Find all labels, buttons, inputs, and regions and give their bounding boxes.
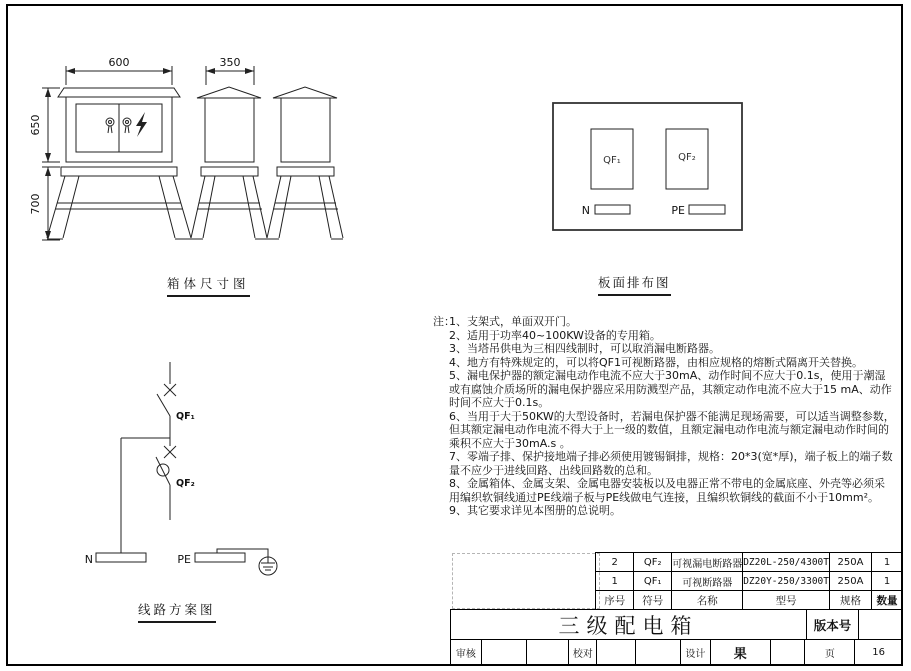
panel-breaker2-label: QF₂ <box>678 152 696 163</box>
title-band <box>450 609 903 640</box>
part-index: 2 <box>596 553 634 572</box>
title-block <box>450 552 903 666</box>
table-row <box>596 553 903 572</box>
notes-section <box>433 315 897 518</box>
parts-list-table <box>595 552 903 610</box>
part-index: 1 <box>596 572 634 591</box>
breaker1-symbol <box>157 384 176 416</box>
note-item: 2、适用于功率40~100KW设备的专用箱。 <box>449 328 661 342</box>
circuit-breaker1-label: QF₁ <box>176 411 195 422</box>
col-header-model: 型号 <box>743 591 830 610</box>
breaker2-symbol <box>156 446 176 485</box>
part-qty: 1 <box>872 572 903 591</box>
panel-breaker1-label: QF₁ <box>603 155 621 166</box>
note-item: 3、当塔吊供电为三相四线制时，可以取消漏电断路器。 <box>449 342 720 355</box>
earth-ground-icon <box>259 557 277 575</box>
note-item: 5、漏电保护器的额定漏电动作电流不应大于30mA、动作时间不应大于0.1s，使用于潮湿或有腐蚀介质场所的漏电保护器应采用防溅型产品，其额定动作电流不应大于15 mA、动作时间不应大于0.1s。 <box>449 369 892 409</box>
page-value: 16 <box>854 640 902 665</box>
cabinet-front-view <box>47 88 191 239</box>
note-item: 9、其它要求详见本图册的总说明。 <box>449 504 621 517</box>
table-row <box>596 572 903 591</box>
cabinet-drawing-caption: 箱体尺寸图 <box>167 274 250 297</box>
signature-row <box>450 639 903 666</box>
empty-dashed-area <box>452 553 600 609</box>
note-item: 8、金属箱体、金属支架、金属电器安装板以及电器正常不带电的金属底座、外壳等必须采用编织软铜线通过PE线端子板与PE线做电气连接，且编织软铜线的截面不小于10mm²。 <box>449 477 885 504</box>
part-model: DZ20Y-250/3300T <box>743 572 830 591</box>
proof-label: 校对 <box>568 640 596 665</box>
note-item: 6、当用于大于50KW的大型设备时，若漏电保护器不能满足现场需要，可以适当调整参数，但其额定漏电动作电流不得大于上一级的数值，且额定漏电动作电流与额定漏电动作时间的乘积不应大于30mA.s 。 <box>449 409 895 450</box>
dimension-700 <box>29 167 60 240</box>
svg-text:350: 350 <box>219 56 241 69</box>
part-name: 可视断路器 <box>672 572 743 591</box>
proof-value <box>596 640 635 665</box>
circuit-breaker2-label: QF₂ <box>176 478 195 489</box>
version-label: 版本号 <box>806 610 858 639</box>
circuit-pe-label: PE <box>177 553 191 566</box>
page-label: 页 <box>804 640 854 665</box>
col-header-symbol: 符号 <box>634 591 672 610</box>
col-header-spec: 规格 <box>830 591 872 610</box>
drawing-title: 三级配电箱 <box>558 613 699 638</box>
notes-label: 注： <box>433 315 455 328</box>
panel-drawing-caption: 板面排布图 <box>598 273 671 296</box>
svg-text:650: 650 <box>29 114 42 136</box>
review-value <box>481 640 526 665</box>
design-date <box>770 640 805 665</box>
dimension-350 <box>206 56 254 85</box>
circuit-diagram <box>85 362 277 575</box>
svg-text:700: 700 <box>29 193 42 215</box>
dimension-600 <box>66 56 172 85</box>
lightning-bolt-icon <box>136 112 147 137</box>
panel-pe-label: PE <box>671 204 685 217</box>
cabinet-rear-view <box>267 87 343 239</box>
note-item: 1、支架式，单面双开门。 <box>449 315 577 328</box>
design-value: 果 <box>710 640 770 665</box>
cabinet-side-view <box>191 87 267 239</box>
circuit-drawing-caption: 线路方案图 <box>138 600 216 623</box>
proof-date <box>635 640 680 665</box>
design-label: 设计 <box>680 640 710 665</box>
note-item: 4、地方有特殊规定的，可以将QF1可视断路器，由相应规格的熔断式隔离开关替换。 <box>449 355 863 369</box>
part-spec: 250A <box>830 553 872 572</box>
review-date <box>526 640 569 665</box>
part-symbol: QF₁ <box>634 572 672 591</box>
circuit-neutral-label: N <box>84 553 93 566</box>
part-symbol: QF₂ <box>634 553 672 572</box>
part-qty: 1 <box>872 553 903 572</box>
col-header-qty: 数量 <box>872 591 903 610</box>
version-value <box>858 610 902 639</box>
col-header-name: 名称 <box>672 591 743 610</box>
review-label: 审核 <box>455 649 476 660</box>
note-item: 7、零端子排、保护接地端子排必须使用镀锡铜排，规格：20*3(宽*厚)，端子板上的端子数量不应少于进线回路、出线回路数的总和。 <box>449 450 893 477</box>
svg-text:600: 600 <box>108 56 130 69</box>
dimension-650 <box>29 88 60 162</box>
part-model: DZ20L-250/4300T <box>743 553 830 572</box>
panel-neutral-label: N <box>581 204 590 217</box>
col-header-index: 序号 <box>596 591 634 610</box>
door-lock-icon <box>106 118 114 133</box>
part-spec: 250A <box>830 572 872 591</box>
part-name: 可视漏电断路器 <box>672 553 743 572</box>
panel-layout-drawing <box>553 103 742 230</box>
table-header-row <box>596 591 903 610</box>
door-lock-icon <box>123 118 131 133</box>
